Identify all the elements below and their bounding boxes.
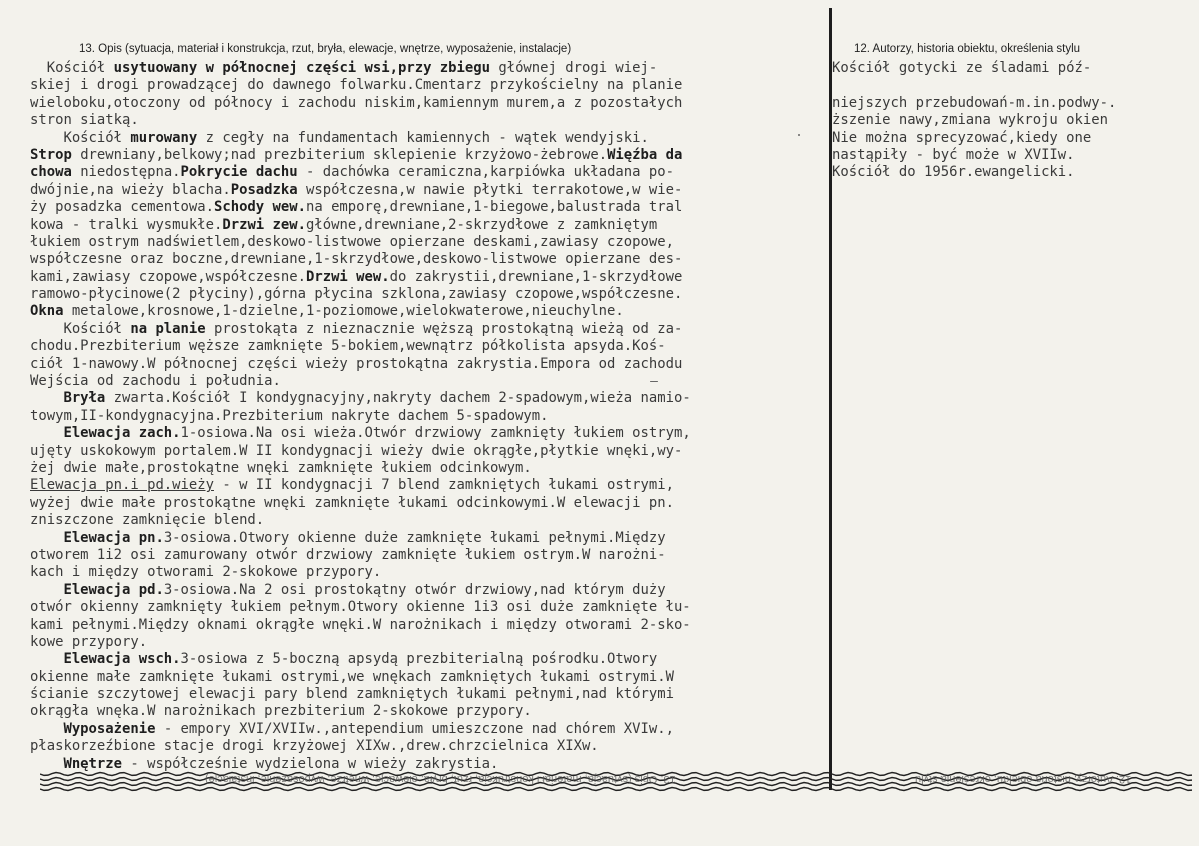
text-run: okienne małe zamknięte łukami ostrymi,we wnękach zamkniętych łukami ostrymi.W bbox=[30, 668, 674, 685]
text-run: główne,drewniane,2-skrzydłowe z zamkniętym bbox=[306, 216, 658, 233]
text-line: niejszych przebudowań-m.in.podwy-. bbox=[832, 94, 1117, 111]
bold-term: Pokrycie dachu bbox=[180, 164, 298, 181]
bold-term: murowany bbox=[130, 129, 198, 146]
text-run: 1-osiowa.Na osi wieża.Otwór drzwiowy zamknięty łukiem ostrym, bbox=[180, 425, 691, 442]
text-run: żej dwie małe,prostokątne wnęki zamknięte łukiem odcinkowym. bbox=[30, 459, 532, 476]
text-line bbox=[30, 234, 830, 251]
text-run: współczesna,w nawie płytki terrakotowe,w wie- bbox=[297, 181, 683, 198]
text-line bbox=[30, 617, 830, 634]
bold-term: Wnętrze bbox=[63, 755, 122, 772]
text-run: towym,II-kondygnacyjna.Prezbiterium nakryte dachem 5-spadowym. bbox=[30, 407, 549, 424]
mirrored-section-12-header: 12. Autorzy, historia obiektu, określenia stylu bbox=[915, 773, 1132, 785]
text-line bbox=[30, 147, 830, 164]
text-run: do zakrystii,drewniane,1-skrzydłowe bbox=[389, 268, 683, 285]
text-run: współczesne oraz boczne,drewniane,1-skrzydłowe,deskowo-listwowe opierzane des- bbox=[30, 251, 683, 268]
text-run: Kościół bbox=[30, 60, 114, 76]
text-run: ży posadzka cementowa. bbox=[30, 199, 214, 216]
text-line bbox=[30, 599, 830, 616]
text-run: ciół 1-nawowy.W północnej części wieży prostokątna zakrystia.Empora od zachodu bbox=[30, 355, 683, 372]
text-run: metalowe,krosnowe,1-dzielne,1-poziomowe,wielokwaterowe,nieuchylne. bbox=[63, 303, 624, 320]
text-line bbox=[30, 547, 830, 564]
text-line bbox=[30, 182, 830, 199]
underlined-term: Elewacja pn.i pd.wieży bbox=[30, 477, 214, 494]
text-line bbox=[30, 251, 830, 268]
bold-term: Elewacja wsch. bbox=[63, 651, 181, 668]
text-line bbox=[30, 738, 830, 755]
bold-term: Elewacja pn. bbox=[63, 529, 164, 546]
text-run: kach i między otworami 2-skokowe przypory. bbox=[30, 564, 382, 581]
bold-term: Elewacja pd. bbox=[63, 581, 164, 598]
text-line: nastąpiły - być może w XVIIw. bbox=[832, 146, 1075, 163]
text-line bbox=[30, 460, 830, 477]
bold-term: Wyposażenie bbox=[63, 720, 156, 737]
text-run: otworem 1i2 osi zamurowany otwór drzwiowy zamknięte łukiem ostrym.W narożni- bbox=[30, 546, 666, 563]
text-line bbox=[30, 321, 830, 338]
text-line bbox=[30, 199, 830, 216]
text-line bbox=[30, 703, 830, 720]
text-run: na emporę,drewniane,1-biegowe,balustrada tral bbox=[305, 199, 683, 216]
text-run: kowe przypory. bbox=[30, 633, 148, 650]
text-run: Kościół bbox=[30, 320, 131, 337]
text-run: skiej i drogi prowadzącej do dawnego folwarku.Cmentarz przykościelny na planie bbox=[30, 77, 683, 94]
bold-term: Posadzka bbox=[230, 181, 298, 198]
text-run: łukiem ostrym nadświetlem,deskowo-listwowe opierzane deskami,zawiasy czopowe, bbox=[30, 233, 674, 250]
text-run: głównej drogi wiej- bbox=[489, 60, 658, 76]
text-line bbox=[30, 269, 830, 286]
text-run: 3-osiowa z 5-boczną apsydą prezbiterialną pośrodku.Otwory bbox=[180, 651, 658, 668]
bold-term: Więźba da bbox=[607, 146, 683, 163]
text-line bbox=[832, 77, 1194, 94]
text-run: zwarta.Kościół I kondygnacyjny,nakryty dachem 2-spadowym,wieża namio- bbox=[105, 390, 691, 407]
text-line bbox=[30, 77, 830, 94]
text-run: otwór okienny zamknięty łukiem pełnym.Otwory okienne 1i3 osi duże zamknięte łu- bbox=[30, 599, 691, 616]
mirrored-section-13-header: 13. Opis (sytuacja, materiał i konstrukcja, rzut, bryła, elewacje, wnętrze, wyposażenie, instalacje) bbox=[205, 773, 676, 785]
bold-term: Drzwi wew. bbox=[305, 268, 390, 285]
text-run: ścianie szczytowej elewacji pary blend zamkniętych łukami pełnymi,nad którymi bbox=[30, 686, 674, 703]
text-run: wieloboku,otoczony od północy i zachodu niskim,kamiennym murem,a z pozostałych bbox=[30, 94, 683, 111]
bold-term: na planie bbox=[130, 320, 206, 337]
text-run: drewniany,belkowy;nad prezbiterium sklepienie krzyżowo-żebrowe. bbox=[71, 146, 608, 163]
text-line bbox=[30, 164, 830, 181]
text-line bbox=[30, 356, 830, 373]
text-line bbox=[30, 530, 830, 547]
text-run bbox=[30, 582, 63, 598]
text-run: chodu.Prezbiterium węższe zamknięte 5-bokiem,wewnątrz półkolista apsyda.Koś- bbox=[30, 338, 666, 355]
text-line bbox=[30, 443, 830, 460]
text-line bbox=[30, 634, 830, 651]
text-run: dwójnie,na wieży blacha. bbox=[30, 181, 231, 198]
text-run: wyżej dwie małe prostokątne wnęki zamknięte łukami odcinkowymi.W elewacji pn. bbox=[30, 494, 674, 511]
text-run: kami,zawiasy czopowe,współczesne. bbox=[30, 268, 306, 285]
section-13-header: 13. Opis (sytuacja, materiał i konstrukcja, rzut, bryła, elewacje, wnętrze, wyposażenie, instalacje) bbox=[79, 43, 572, 55]
text-line bbox=[30, 669, 830, 686]
text-line bbox=[30, 582, 830, 599]
history-text bbox=[832, 60, 1194, 182]
text-line: Kościół gotycki ze śladami póź- bbox=[832, 60, 1092, 76]
text-line bbox=[30, 721, 830, 738]
text-line bbox=[30, 373, 830, 390]
ink-speck bbox=[798, 134, 800, 136]
text-line bbox=[30, 217, 830, 234]
text-run: 3-osiowa.Na 2 osi prostokątny otwór drzwiowy,nad którym duży bbox=[163, 581, 666, 598]
text-line bbox=[30, 408, 830, 425]
text-line bbox=[30, 425, 830, 442]
text-run bbox=[30, 530, 63, 546]
text-line: Nie można sprecyzować,kiedy one bbox=[832, 129, 1092, 146]
bold-term: Bryła bbox=[63, 390, 106, 407]
text-run: - dachówka ceramiczna,karpiówka układana po- bbox=[297, 164, 674, 181]
text-run: - empory XVI/XVIIw.,antependium umieszczone nad chórem XVIw., bbox=[155, 720, 674, 737]
text-run: Kościół bbox=[30, 129, 131, 146]
text-run: okrągła wnęka.W narożnikach prezbiterium 2-skokowe przypory. bbox=[30, 703, 532, 720]
text-run: zniszczone zamknięcie blend. bbox=[30, 512, 265, 529]
text-run: - w II kondygnacji 7 blend zamkniętych łukami ostrymi, bbox=[213, 477, 674, 494]
text-line bbox=[30, 130, 830, 147]
text-run: 3-osiowa.Otwory okienne duże zamknięte łukami pełnymi.Między bbox=[163, 529, 666, 546]
text-run: płaskorzeźbione stacje drogi krzyżowej XIXw.,drew.chrzcielnica XIXw. bbox=[30, 738, 599, 755]
text-line bbox=[30, 495, 830, 512]
text-run bbox=[30, 425, 63, 441]
text-line: Kościół do 1956r.ewangelicki. bbox=[832, 164, 1075, 181]
bold-term: Elewacja zach. bbox=[63, 425, 181, 442]
text-line bbox=[30, 338, 830, 355]
text-run bbox=[30, 651, 63, 667]
text-run: ujęty uskokowym portalem.W II kondygnacji wieży dwie okrągłe,płytkie wnęki,wy- bbox=[30, 442, 683, 459]
text-run: niedostępna. bbox=[71, 164, 181, 181]
text-line bbox=[30, 390, 830, 407]
text-line bbox=[30, 512, 830, 529]
bold-term: Drzwi zew. bbox=[222, 216, 306, 233]
text-line bbox=[30, 651, 830, 668]
description-text bbox=[30, 60, 830, 773]
text-line bbox=[30, 95, 830, 112]
text-run: - współcześnie wydzielona w wieży zakrystia. bbox=[122, 755, 499, 772]
text-line bbox=[30, 477, 830, 494]
text-line: ższenie nawy,zmiana wykroju okien bbox=[832, 112, 1108, 129]
text-run: kowa - tralki wysmukłe. bbox=[30, 216, 223, 233]
text-run: stron siatką. bbox=[30, 112, 139, 129]
ink-speck bbox=[650, 381, 658, 382]
text-run: Wejścia od zachodu i południa. bbox=[30, 373, 281, 390]
text-run: z cegły na fundamentach kamiennych - wątek wendyjski. bbox=[197, 129, 649, 146]
text-run: ramowo-płycinowe(2 płyciny),górna płycina szklona,zawiasy czopowe,współczesne. bbox=[30, 286, 683, 303]
text-run: kami pełnymi.Między oknami okrągłe wnęki.W narożnikach i między otworami 2-sko- bbox=[30, 616, 691, 633]
text-line bbox=[30, 112, 830, 129]
bold-term: Okna bbox=[30, 303, 64, 320]
bold-term: Strop bbox=[30, 146, 72, 163]
text-line bbox=[30, 303, 830, 320]
section-12-header: 12. Autorzy, historia obiektu, określenia stylu bbox=[854, 43, 1081, 55]
text-line bbox=[30, 60, 830, 77]
bold-term: Schody wew. bbox=[213, 199, 306, 216]
text-run bbox=[30, 390, 63, 406]
text-line bbox=[30, 686, 830, 703]
text-run bbox=[30, 721, 63, 737]
text-line bbox=[30, 564, 830, 581]
text-run: prostokąta z nieznacznie węższą prostokątną wieżą od za- bbox=[205, 320, 683, 337]
bold-term: usytuowany w północnej części wsi,przy zbiegu bbox=[113, 60, 490, 76]
bold-term: chowa bbox=[30, 164, 72, 181]
text-line bbox=[30, 286, 830, 303]
